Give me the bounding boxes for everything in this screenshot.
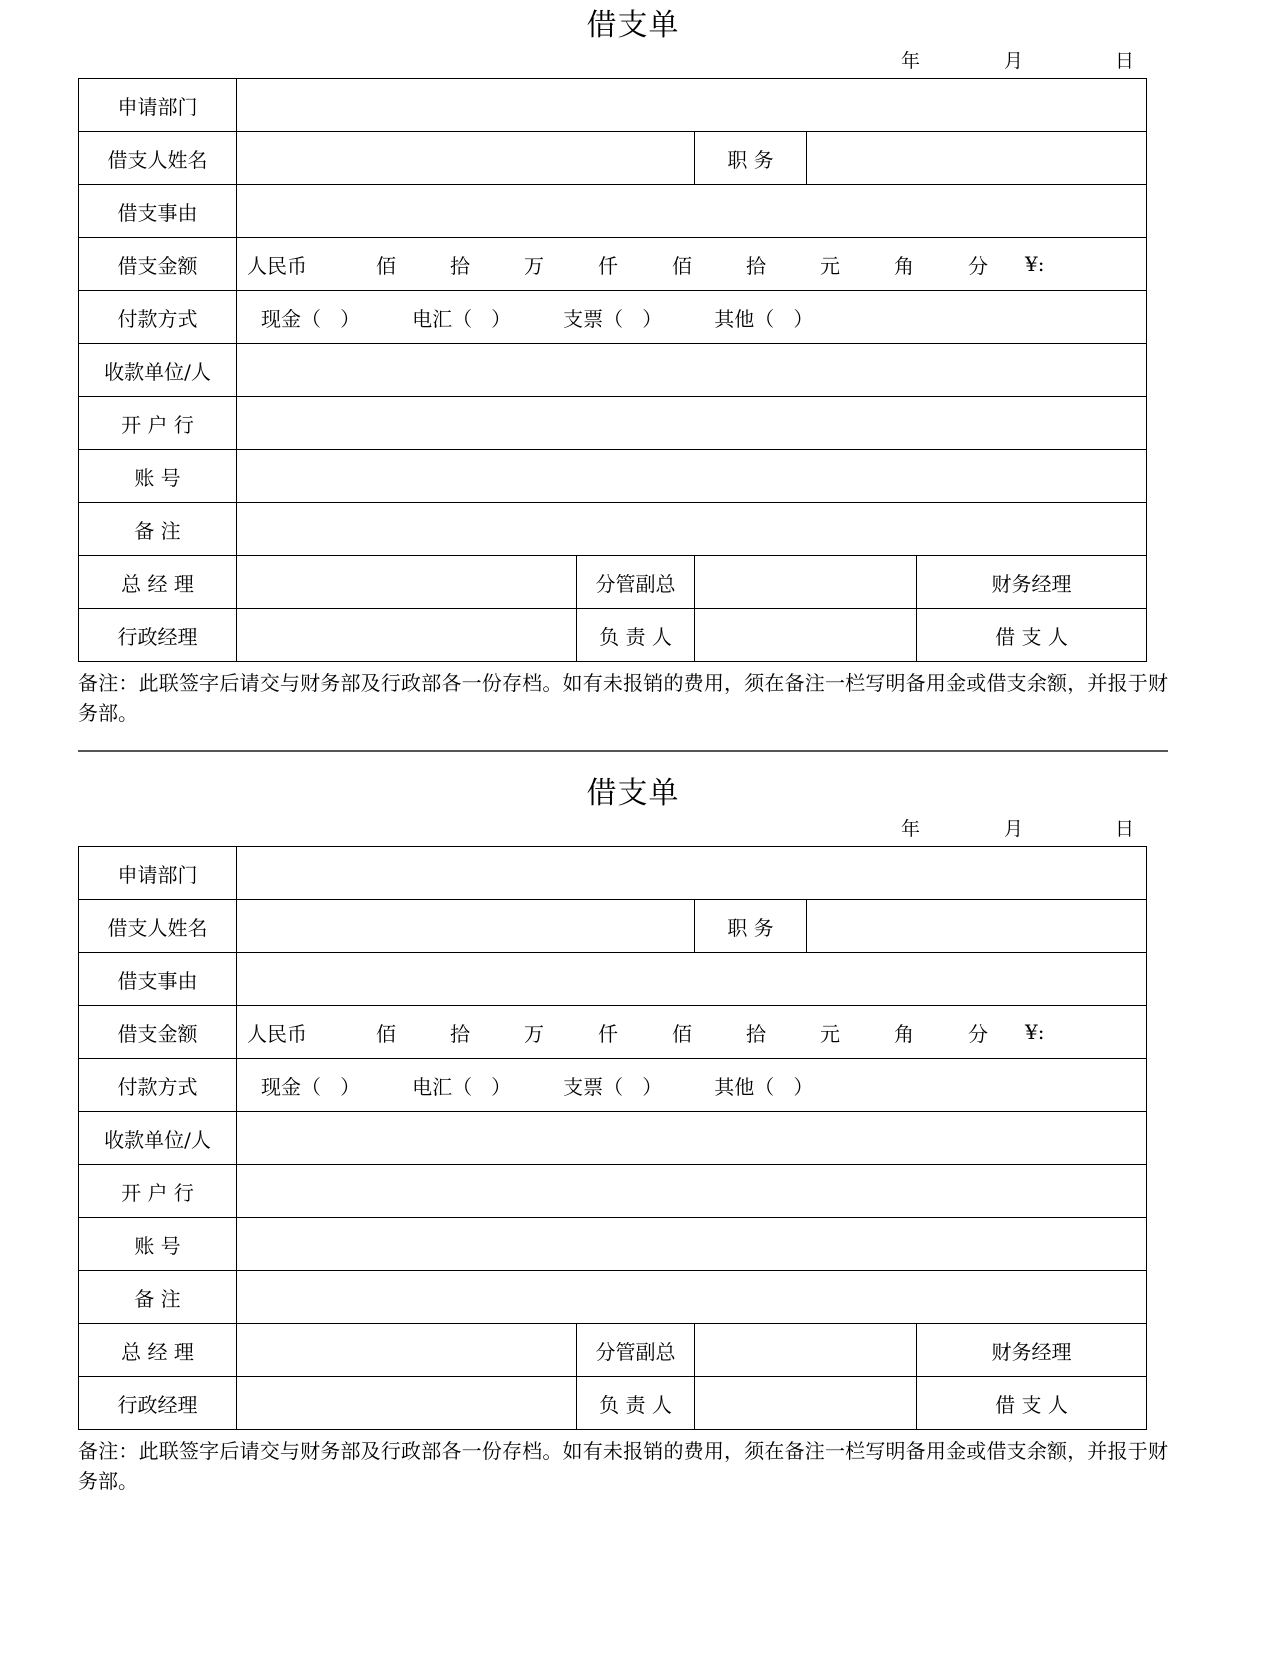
- remark-field[interactable]: [237, 1271, 1147, 1324]
- payment-option-wire[interactable]: [412, 1071, 511, 1100]
- department-label: 申请部门: [79, 79, 237, 132]
- payment-option-other-close: ）: [793, 306, 814, 331]
- finance-manager-label: 财务经理: [917, 556, 1147, 609]
- signature-row: [79, 1377, 1147, 1430]
- remark-field[interactable]: [237, 503, 1147, 556]
- amount-unit-bai-wan: 佰: [376, 253, 396, 278]
- responsible-person-signature[interactable]: [695, 1377, 917, 1430]
- amount-unit-bai: 佰: [672, 253, 692, 278]
- voucher-table-2: [78, 846, 1147, 1430]
- payment-option-other[interactable]: [714, 1071, 813, 1100]
- footnote-2: 备注：此联签字后请交与财务部及行政部各一份存档。如有未报销的费用，须在备注一栏写明备用金或借支余额，并报于财务部。: [78, 1439, 1168, 1493]
- footnote: 备注：此联签字后请交与财务部及行政部各一份存档。如有未报销的费用，须在备注一栏写明备用金或借支余额，并报于财务部。: [78, 671, 1168, 725]
- amount-label: 借支金额: [79, 238, 237, 291]
- payment-option-wire-open: （: [452, 306, 473, 331]
- voucher-copy-1: [0, 0, 1280, 752]
- table-row: [79, 344, 1147, 397]
- payment-option-cheque-close: ）: [642, 1074, 663, 1099]
- bank-label: 开 户 行: [79, 1165, 237, 1218]
- amount-unit-fen: 分: [968, 253, 988, 278]
- amount-unit-wan: 万: [524, 253, 544, 278]
- borrower-label: 借 支 人: [917, 609, 1147, 662]
- borrower-name-label: 借支人姓名: [79, 132, 237, 185]
- account-label: 账 号: [79, 450, 237, 503]
- table-row: [79, 1218, 1147, 1271]
- payment-option-cash[interactable]: [261, 1071, 360, 1100]
- payment-option-cheque-check[interactable]: [623, 307, 642, 331]
- payment-option-cheque-check[interactable]: [623, 1075, 642, 1099]
- department-label: 申请部门: [79, 847, 237, 900]
- payment-option-cheque-label: 支票: [563, 1074, 604, 1099]
- borrower-name-label: 借支人姓名: [79, 900, 237, 953]
- page-title-2: 借支单: [586, 776, 680, 811]
- bank-field[interactable]: [237, 397, 1147, 450]
- payment-option-cash-check[interactable]: [321, 1075, 340, 1099]
- table-row: [79, 238, 1147, 291]
- table-row: [79, 847, 1147, 900]
- reason-label: 借支事由: [79, 953, 237, 1006]
- table-row: [79, 1059, 1147, 1112]
- payment-option-cash-label: 现金: [261, 1074, 301, 1099]
- payment-option-other-open: （: [754, 306, 775, 331]
- general-manager-label: 总 经 理: [79, 556, 237, 609]
- payment-option-wire-close: ）: [491, 1074, 512, 1099]
- amount-unit-jiao: 角: [894, 1021, 914, 1046]
- payment-option-cheque-open: （: [603, 306, 624, 331]
- payment-option-wire-label: 电汇: [412, 1074, 453, 1099]
- amount-field[interactable]: [237, 238, 1147, 291]
- amount-unit-bai: 佰: [672, 1021, 692, 1046]
- amount-unit-bai-wan: 佰: [376, 1021, 396, 1046]
- payment-option-cash-open: （: [301, 1074, 321, 1099]
- page-title: 借支单: [586, 8, 680, 43]
- payment-option-other-label: 其他: [714, 1074, 755, 1099]
- day-label: 日: [1114, 818, 1134, 840]
- payment-option-cash-check[interactable]: [321, 307, 340, 331]
- account-field[interactable]: [237, 1218, 1147, 1271]
- position-label: 职 务: [695, 900, 807, 953]
- amount-label: 借支金额: [79, 1006, 237, 1059]
- table-row: [79, 185, 1147, 238]
- reason-field[interactable]: [237, 185, 1147, 238]
- signature-row: [79, 556, 1147, 609]
- account-label: 账 号: [79, 1218, 237, 1271]
- payment-option-other[interactable]: [714, 303, 813, 332]
- deputy-gm-label: 分管副总: [577, 1324, 695, 1377]
- payment-option-wire-close: ）: [491, 306, 512, 331]
- table-row: [79, 900, 1147, 953]
- responsible-person-label: 负 责 人: [577, 609, 695, 662]
- table-row: [79, 132, 1147, 185]
- position-label: 职 务: [695, 132, 807, 185]
- amount-unit-qian: 仟: [598, 253, 618, 278]
- table-row: [79, 1112, 1147, 1165]
- payment-option-cash-close: ）: [340, 306, 361, 331]
- payee-label: 收款单位/人: [79, 1112, 237, 1165]
- table-row: [79, 953, 1147, 1006]
- payment-method-label: 付款方式: [79, 1059, 237, 1112]
- currency-label: 人民币: [247, 253, 307, 278]
- payment-method-label: 付款方式: [79, 291, 237, 344]
- amount-unit-shi: 拾: [746, 253, 766, 278]
- table-row: [79, 1006, 1147, 1059]
- amount-unit-wan: 万: [524, 1021, 544, 1046]
- voucher-table: [78, 78, 1147, 662]
- amount-unit-shi-wan: 拾: [450, 1021, 470, 1046]
- table-row: [79, 79, 1147, 132]
- payment-option-cheque-label: 支票: [563, 306, 604, 331]
- table-row: [79, 397, 1147, 450]
- admin-manager-signature[interactable]: [237, 1377, 577, 1430]
- payee-field[interactable]: [237, 344, 1147, 397]
- amount-unit-yuan: 元: [820, 253, 840, 278]
- payment-option-cash[interactable]: [261, 303, 360, 332]
- payment-option-wire[interactable]: [412, 303, 511, 332]
- table-row: [79, 291, 1147, 344]
- month-label: 月: [1003, 818, 1023, 840]
- voucher-copy-2: [0, 752, 1280, 1496]
- amount-unit-jiao: 角: [894, 253, 914, 278]
- payment-option-other-check[interactable]: [774, 307, 793, 331]
- table-row: [79, 1165, 1147, 1218]
- reason-field[interactable]: [237, 953, 1147, 1006]
- deputy-gm-signature[interactable]: [695, 1324, 917, 1377]
- table-row: [79, 1271, 1147, 1324]
- amount-symbol: ¥:: [1025, 252, 1045, 276]
- borrower-name-field[interactable]: [237, 132, 695, 185]
- payee-label: 收款单位/人: [79, 344, 237, 397]
- amount-unit-shi-wan: 拾: [450, 253, 470, 278]
- amount-symbol: ¥:: [1025, 1020, 1045, 1044]
- payment-option-other-check[interactable]: [774, 1075, 793, 1099]
- general-manager-signature[interactable]: [237, 556, 577, 609]
- payment-method-field: [237, 1059, 1147, 1112]
- table-row: [79, 450, 1147, 503]
- payment-option-other-label: 其他: [714, 306, 755, 331]
- amount-unit-fen: 分: [968, 1021, 988, 1046]
- payee-field[interactable]: [237, 1112, 1147, 1165]
- date-line-2: [78, 816, 1212, 846]
- department-field[interactable]: [237, 847, 1147, 900]
- payment-option-cash-close: ）: [340, 1074, 361, 1099]
- day-label: 日: [1114, 50, 1134, 72]
- amount-unit-qian: 仟: [598, 1021, 618, 1046]
- bank-label: 开 户 行: [79, 397, 237, 450]
- currency-label: 人民币: [247, 1021, 307, 1046]
- amount-unit-shi: 拾: [746, 1021, 766, 1046]
- payment-option-wire-check[interactable]: [472, 307, 491, 331]
- reason-label: 借支事由: [79, 185, 237, 238]
- payment-option-cash-label: 现金: [261, 306, 301, 331]
- responsible-person-label: 负 责 人: [577, 1377, 695, 1430]
- payment-option-cash-open: （: [301, 306, 321, 331]
- year-label: 年: [900, 50, 920, 72]
- finance-manager-label: 财务经理: [917, 1324, 1147, 1377]
- payment-option-cheque-close: ）: [642, 306, 663, 331]
- amount-field[interactable]: [237, 1006, 1147, 1059]
- table-row: [79, 503, 1147, 556]
- remark-label: 备 注: [79, 503, 237, 556]
- payment-option-cheque-open: （: [603, 1074, 624, 1099]
- year-label: 年: [900, 818, 920, 840]
- payment-option-wire-open: （: [452, 1074, 473, 1099]
- amount-unit-yuan: 元: [820, 1021, 840, 1046]
- borrower-name-field[interactable]: [237, 900, 695, 953]
- general-manager-label: 总 经 理: [79, 1324, 237, 1377]
- deputy-gm-label: 分管副总: [577, 556, 695, 609]
- payment-option-cheque[interactable]: [563, 303, 662, 332]
- payment-option-cheque[interactable]: [563, 1071, 662, 1100]
- borrower-label: 借 支 人: [917, 1377, 1147, 1430]
- signature-row: [79, 1324, 1147, 1377]
- month-label: 月: [1003, 50, 1023, 72]
- department-field[interactable]: [237, 79, 1147, 132]
- admin-manager-label: 行政经理: [79, 609, 237, 662]
- admin-manager-label: 行政经理: [79, 1377, 237, 1430]
- general-manager-signature[interactable]: [237, 1324, 577, 1377]
- account-field[interactable]: [237, 450, 1147, 503]
- remark-label: 备 注: [79, 1271, 237, 1324]
- signature-row: [79, 609, 1147, 662]
- position-field[interactable]: [807, 900, 1147, 953]
- bank-field[interactable]: [237, 1165, 1147, 1218]
- admin-manager-signature[interactable]: [237, 609, 577, 662]
- deputy-gm-signature[interactable]: [695, 556, 917, 609]
- position-field[interactable]: [807, 132, 1147, 185]
- date-line: [78, 48, 1212, 78]
- payment-method-field: [237, 291, 1147, 344]
- payment-option-other-close: ）: [793, 1074, 814, 1099]
- payment-option-wire-label: 电汇: [412, 306, 453, 331]
- payment-option-wire-check[interactable]: [472, 1075, 491, 1099]
- payment-option-other-open: （: [754, 1074, 775, 1099]
- responsible-person-signature[interactable]: [695, 609, 917, 662]
